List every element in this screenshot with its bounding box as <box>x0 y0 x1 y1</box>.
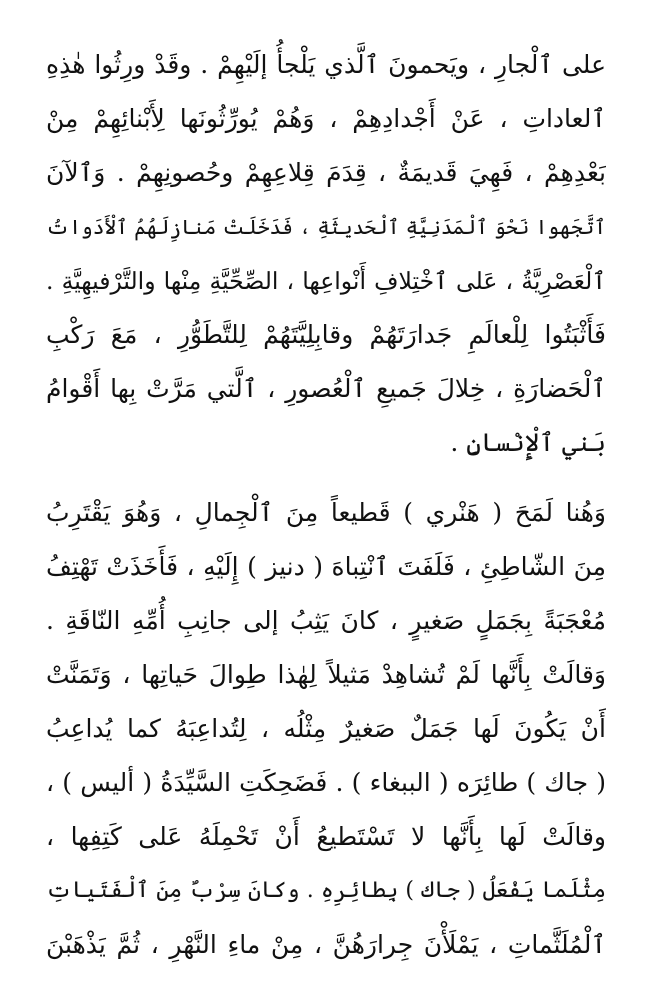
paragraph-1 <box>46 38 606 470</box>
paragraph-2 <box>46 486 606 972</box>
text-line: فَأَثْبَتُوا لِلْعالَمِ جَدارَتَهُمْ وقابِلِيَّتَهُمْ لِلتَّطَوُّرِ ، مَعَ رَكْبِ <box>46 320 606 349</box>
text-line: ( جاك ) طائِرَه ( الببغاء ) . فَضَحِكَتِ السَّيِّدَةُ ( أليس ) ، <box>46 768 606 797</box>
text-line: مِثْلَما يَفْعَلُ ( جاك ) بِطائِرِهِ . وكانَ سِرْبٌ مِنَ ٱلْفَتَياتِ <box>46 878 606 903</box>
text-line: مِنَ الشّاطِئِ ، فَلَفَتَ ٱنْتِباهَ ( دنيز ) إِلَيْهِ ، فَأَخَذَتْ تَهْتِفُ <box>46 552 606 581</box>
text-line: ٱتَّجَهوا نَحْوَ ٱلْمَدَنِيَّةِ ٱلْحَديثَةِ ، فَدَخَلَتْ مَنازِلَهُمُ ٱلْأَدَواتُ <box>46 215 606 239</box>
text-line: ٱلْمُلَثَّماتِ ، يَمْلَأْنَ جِرارَهُنَّ ، مِنْ ماءِ النَّهْرِ ، ثُمَّ يَذْهَبْنَ <box>46 930 606 959</box>
text-line: بَعْدِهِمْ ، فَهِيَ قَديمَةٌ ، قِدَمَ قِلاعِهِمْ وحُصونِهِمْ . وَٱلآنَ <box>46 158 606 187</box>
text-line: ٱلْعَصْرِيَّةُ ، عَلى ٱخْتِلافِ أَنْواعِها ، الصِّحِّيَّةِ مِنْها والتَّرْفيهِيَّةِ . <box>46 267 606 295</box>
text-line: ٱلعاداتِ ، عَنْ أَجْدادِهِمْ ، وَهُمْ يُورِّثُونَها لِأَبْنائِهِمْ مِنْ <box>46 104 606 133</box>
text-line: مُعْجَبَةً بِجَمَلٍ صَغيرٍ ، كانَ يَثِبُ إلى جانِبِ أُمِّهِ النّاقَةِ . <box>46 606 606 635</box>
text-line: وَهُنا لَمَحَ ( هَنْري ) قَطيعاً مِنَ ٱلْجِمالِ ، وَهُوَ يَقْتَرِبُ <box>46 498 606 527</box>
text-line: وَقالَتْ بِأَنَّها لَمْ تُشاهِدْ مَثيلاً لِهٰذا طِوالَ حَياتِها ، وَتَمَنَّتْ <box>46 660 606 689</box>
text-line: ٱلْحَضارَةِ ، خِلالَ جَميعِ ٱلْعُصورِ ، ٱلَّتي مَرَّتْ بِها أَقْوامُ <box>46 374 606 403</box>
text-line: بَني ٱلْإِنْسانِ . <box>450 428 606 457</box>
text-line: على ٱلْجارِ ، ويَحمونَ ٱلَّذي يَلْجأُ إلَيْهِمْ . وقَدْ ورِثُوا هٰذِهِ <box>46 50 606 79</box>
text-line: وقالَتْ لَها بِأَنَّها لا تَسْتَطيعُ أَنْ تَحْمِلَهُ عَلى كَتِفِها ، <box>46 822 606 851</box>
text-line: أَنْ يَكُونَ لَها جَمَلٌ صَغيرٌ مِثْلُه ، لِتُداعِبَهُ كما يُداعِبُ <box>46 714 606 743</box>
